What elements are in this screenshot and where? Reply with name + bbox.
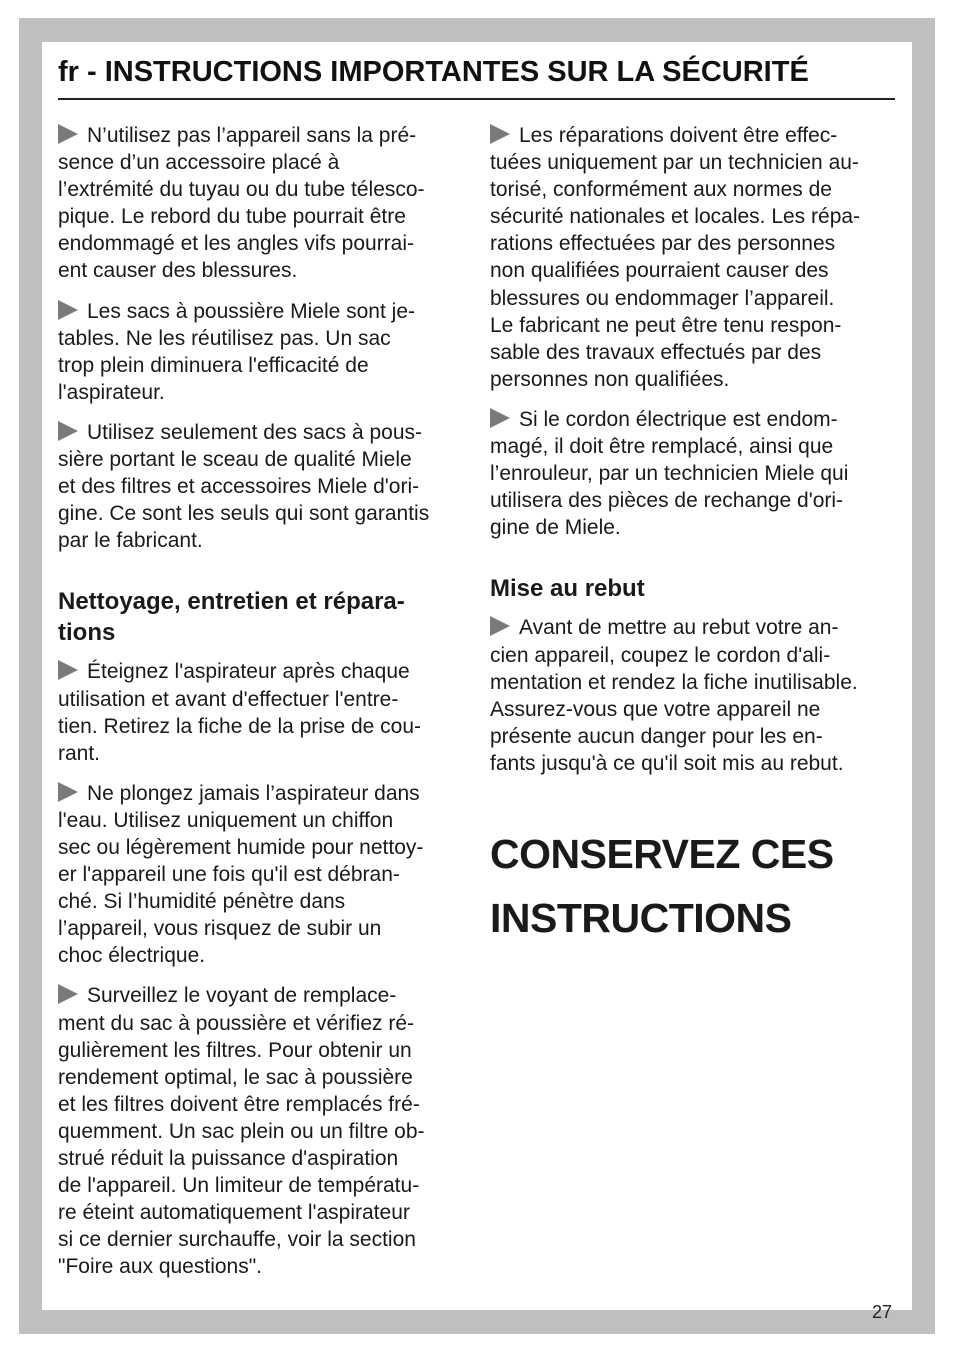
triangle-bullet-icon	[490, 124, 510, 144]
paragraph-text: Si le cordon électrique est endom- magé, il doit être remplacé, ainsi que l’enrouleur, par un technicien Miele qui utilisera des pièces de rechange d'ori- gine de Miele.	[490, 407, 849, 540]
paragraph	[490, 614, 900, 777]
paragraph	[58, 780, 468, 970]
triangle-bullet-icon	[58, 660, 78, 680]
section-title-maintenance: Nettoyage, entretien et répara- tions	[58, 588, 405, 647]
left-column	[58, 122, 468, 1293]
keep-instructions-notice: CONSERVEZ CES INSTRUCTIONS	[490, 830, 834, 941]
paragraph-text: Les sacs à poussière Miele sont je- tables. Ne les réutilisez pas. Un sac trop plein diminuera l'efficacité de l'aspirateur.	[58, 299, 415, 404]
paragraph	[490, 406, 900, 541]
triangle-bullet-icon	[58, 782, 78, 802]
page-title: fr - INSTRUCTIONS IMPORTANTES SUR LA SÉCURITÉ	[58, 56, 809, 88]
paragraph-text: N’utilisez pas l’appareil sans la pré- sence d’un accessoire placé à l’extrémité du tuyau ou du tube télesco- pique. Le rebord du tube pourrait être endommagé et les angles vifs pourrai- ent causer des blessures.	[58, 124, 425, 283]
paragraph	[58, 419, 468, 554]
triangle-bullet-icon	[58, 124, 78, 144]
page-number: 27	[871, 1302, 892, 1322]
paragraph-text: Éteignez l'aspirateur après chaque utilisation et avant d'effectuer l'entre- tien. Retirez la fiche de la prise de cou- rant.	[58, 660, 422, 765]
header-divider	[58, 98, 895, 100]
paragraph	[490, 122, 900, 393]
paragraph	[58, 658, 468, 766]
triangle-bullet-icon	[58, 984, 78, 1004]
paragraph	[58, 982, 468, 1280]
paragraph-text: Les réparations doivent être effec- tuées uniquement par un technicien au- torisé, conformément aux normes de sécurité nationales et locales. Les répa- rations effectuées par des personnes non qualifiées pourraient causer des blessures ou endommager l’appareil. Le fabricant ne peut être tenu respon- sable des travaux effectués par des personnes non qualifiées.	[490, 124, 861, 391]
paragraph-text: Avant de mettre au rebut votre an- cien appareil, coupez le cordon d'ali- mentation et rendez la fiche inutilisable. Assurez-vous que votre appareil ne présente aucun danger pour les en- fants jusqu'à ce qu'il soit mis au rebut.	[490, 616, 858, 775]
section-title-disposal: Mise au rebut	[490, 575, 645, 603]
paragraph-text: Ne plongez jamais l’aspirateur dans l'eau. Utilisez uniquement un chiffon sec ou légèrement humide pour nettoy- er l'appareil une fois qu'il est débran- ché. Si l’humidité pénètre dans l’appareil, vous risquez de subir un choc électrique.	[58, 781, 424, 968]
triangle-bullet-icon	[58, 421, 78, 441]
triangle-bullet-icon	[58, 300, 78, 320]
triangle-bullet-icon	[490, 616, 510, 636]
triangle-bullet-icon	[490, 408, 510, 428]
right-column	[490, 122, 900, 950]
paragraph	[58, 122, 468, 285]
paragraph-text: Surveillez le voyant de remplace- ment du sac à poussière et vérifiez ré- gulièrement les filtres. Pour obtenir un rendement optimal, le sac à poussière et les filtres doivent être remplacés fré- quemment. Un sac plein ou un filtre ob- strué réduit la puissance d'aspiration de l'appareil. Un limiteur de températu- re éteint automatiquement l'aspirateur si ce dernier surchauffe, voir la section "Foire aux questions".	[58, 984, 425, 1279]
paragraph	[58, 298, 468, 406]
paragraph-text: Utilisez seulement des sacs à pous- sière portant le sceau de qualité Miele et des filtres et accessoires Miele d'ori- gine. Ce sont les seuls qui sont garantis par le fabricant.	[58, 420, 430, 553]
